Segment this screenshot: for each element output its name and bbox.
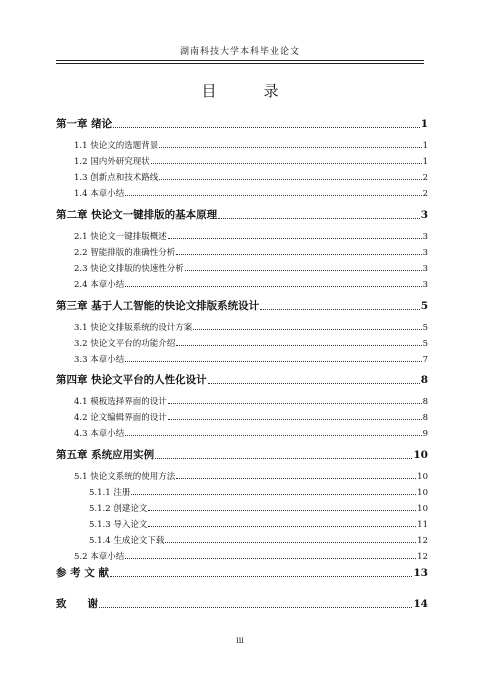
toc-leader-dots: [176, 254, 421, 255]
toc-entry-page: 11: [417, 520, 428, 530]
running-header: 湖南科技大学本科毕业论文: [56, 44, 424, 61]
toc-leader-dots: [110, 576, 412, 577]
toc-entry: [56, 565, 428, 580]
toc-entry-title: 5.1.4 生成论文下载: [89, 536, 165, 546]
toc-leader-dots: [155, 458, 412, 459]
toc-entry-title: 2.3 快论文排版的快速性分析: [74, 264, 184, 274]
toc-entry-page: 9: [422, 429, 428, 439]
toc-entry: [56, 230, 428, 242]
toc-entry: [56, 207, 428, 222]
toc-entry-page: 3: [422, 280, 428, 290]
toc-entry: [56, 155, 428, 167]
toc-entry-page: 10: [417, 472, 428, 482]
toc-entry-title: 第三章 基于人工智能的快论文排版系统设计: [56, 300, 260, 312]
toc-entry-page: 3: [420, 209, 428, 221]
toc-entry-page: 10: [417, 504, 428, 514]
toc-entry: [56, 187, 428, 199]
toc-entry-title: 参 考 文 献: [56, 567, 109, 579]
toc-leader-dots: [113, 127, 420, 128]
toc-entry-title: 2.2 智能排版的准确性分析: [74, 248, 176, 258]
toc-leader-dots: [168, 403, 422, 404]
toc-entry-title: 第五章 系统应用实例: [56, 449, 155, 461]
toc-entry: [56, 534, 428, 546]
toc-entry: [56, 411, 428, 423]
toc-entry: [56, 246, 428, 258]
toc-leader-dots: [260, 309, 420, 310]
toc-leader-dots: [168, 419, 422, 420]
toc-entry-page: 5: [420, 300, 428, 312]
toc-entry-title: 3.1 快论文排版系统的设计方案: [74, 323, 193, 333]
toc-entry-page: 1: [422, 141, 428, 151]
toc-entry-title: 5.1.3 导入论文: [89, 520, 148, 530]
toc-entry: [56, 116, 428, 131]
toc-leader-dots: [168, 238, 422, 239]
toc-leader-dots: [176, 478, 416, 479]
toc-entry: [56, 596, 428, 611]
toc-entry: [56, 353, 428, 365]
toc-leader-dots: [125, 361, 421, 362]
toc-entry: [56, 278, 428, 290]
toc-entry-title: 2.1 快论文一键排版概述: [74, 232, 167, 242]
toc-leader-dots: [218, 218, 420, 219]
toc-leader-dots: [185, 270, 422, 271]
toc-entry-title: 4.1 模板选择界面的设计: [74, 397, 167, 407]
toc-leader-dots: [125, 558, 416, 559]
toc-entry-title: 5.1.1 注册: [89, 488, 131, 498]
toc-entry-page: 13: [413, 567, 428, 579]
toc-leader-dots: [151, 163, 422, 164]
toc-entry: [56, 171, 428, 183]
toc-entry-title: 3.2 快论文平台的功能介绍: [74, 339, 176, 349]
toc-entry: [56, 550, 428, 562]
toc-entry-page: 3: [422, 232, 428, 242]
toc-entry: [56, 395, 428, 407]
page-number: iii: [236, 636, 244, 645]
toc-leader-dots: [125, 195, 421, 196]
toc-entry-page: 5: [422, 323, 428, 333]
toc-leader-dots: [125, 435, 421, 436]
toc-entry-title: 4.3 本章小结: [74, 429, 125, 439]
toc-entry: [56, 470, 428, 482]
toc-entry-page: 10: [417, 488, 428, 498]
toc-entry-title: 2.4 本章小结: [74, 280, 125, 290]
toc-entry-page: 8: [422, 397, 428, 407]
toc-leader-dots: [148, 510, 416, 511]
toc-leader-dots: [99, 607, 412, 608]
toc-entry-page: 8: [420, 374, 428, 386]
toc-entry-page: 10: [413, 449, 428, 461]
toc-entry-page: 2: [422, 173, 428, 183]
toc-entry-page: 12: [417, 536, 428, 546]
toc-entry-page: 3: [422, 248, 428, 258]
toc-entry-title: 第四章 快论文平台的人性化设计: [56, 374, 207, 386]
toc-entry: [56, 321, 428, 333]
toc-entry-title: 1.1 快论文的选题背景: [74, 141, 159, 151]
toc-entry: [56, 518, 428, 530]
toc-entry: [56, 427, 428, 439]
toc-entry-page: 7: [422, 355, 428, 365]
toc-entry-page: 14: [413, 598, 428, 610]
toc-entry-title: 致 谢: [56, 598, 98, 610]
toc-entry-title: 第一章 绪论: [56, 118, 113, 130]
toc-entry-page: 3: [422, 264, 428, 274]
toc-entry: [56, 372, 428, 387]
page-title: 目 录: [201, 82, 295, 100]
toc-entry-title: 1.4 本章小结: [74, 189, 125, 199]
toc-entry-title: 5.2 本章小结: [74, 552, 125, 562]
toc-leader-dots: [193, 329, 421, 330]
toc-leader-dots: [165, 542, 416, 543]
toc-entry: [56, 447, 428, 462]
toc-entry: [56, 139, 428, 151]
toc-entry-title: 1.2 国内外研究现状: [74, 157, 150, 167]
toc-entry-title: 1.3 创新点和技术路线: [74, 173, 159, 183]
toc-entry: [56, 486, 428, 498]
toc-entry-page: 5: [422, 339, 428, 349]
toc-leader-dots: [159, 147, 421, 148]
toc-entry-title: 5.1.2 创建论文: [89, 504, 148, 514]
toc-leader-dots: [208, 383, 420, 384]
toc-entry-title: 5.1 快论文系统的使用方法: [74, 472, 176, 482]
toc-leader-dots: [131, 494, 416, 495]
toc-leader-dots: [159, 179, 421, 180]
toc-entry: [56, 298, 428, 313]
toc-entry: [56, 262, 428, 274]
toc-entry-title: 4.2 论文编辑界面的设计: [74, 413, 167, 423]
toc-entry-title: 第二章 快论文一键排版的基本原理: [56, 209, 218, 221]
toc-entry-page: 1: [422, 157, 428, 167]
toc-entry-page: 1: [420, 118, 428, 130]
toc-entry-page: 2: [422, 189, 428, 199]
toc-entry-title: 3.3 本章小结: [74, 355, 125, 365]
toc-entry: [56, 337, 428, 349]
toc-entry-page: 8: [422, 413, 428, 423]
toc-leader-dots: [148, 526, 416, 527]
toc-leader-dots: [125, 286, 421, 287]
toc-entry-page: 12: [417, 552, 428, 562]
toc-leader-dots: [176, 345, 421, 346]
toc-entry: [56, 502, 428, 514]
